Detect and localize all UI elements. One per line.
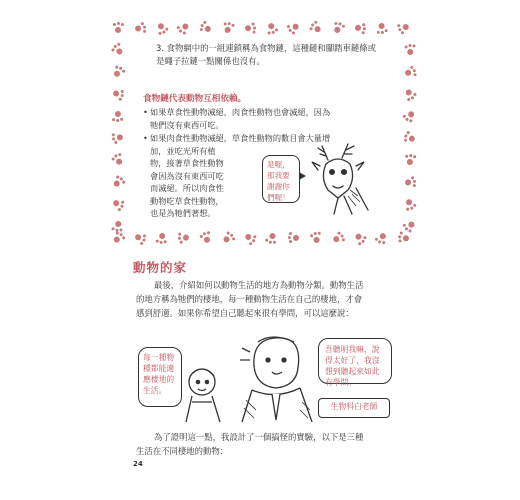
paw-print-icon bbox=[402, 130, 417, 145]
paragraph-1-line-3: 感到舒適。如果你希望自己聽起來很有學問，可以這麼說： bbox=[136, 308, 354, 318]
paw-print-icon bbox=[110, 64, 126, 80]
section-title: 動物的家 bbox=[133, 260, 188, 275]
bullet-1 bbox=[143, 106, 388, 131]
section-paragraph-1 bbox=[136, 278, 398, 320]
paragraph-2-line-1: 為了證明這一點，我設計了一個搞怪的實驗，以下是三種 bbox=[154, 432, 364, 442]
paw-print-icon bbox=[403, 175, 417, 189]
paw-print-icon bbox=[132, 230, 148, 246]
speech-bubble-left bbox=[138, 347, 182, 407]
page-number: 24 bbox=[133, 460, 143, 468]
paw-print-icon bbox=[177, 231, 191, 245]
paw-print-icon bbox=[403, 43, 416, 56]
paw-print-icon bbox=[155, 231, 168, 244]
bullet-2-line-5: 而滅絕。所以肉食性 bbox=[150, 183, 224, 193]
paw-print-icon bbox=[402, 86, 419, 103]
paw-print-icon bbox=[375, 21, 389, 35]
paw-print-icon bbox=[221, 21, 235, 35]
paw-print-icon bbox=[264, 20, 280, 36]
paw-print-icon bbox=[198, 20, 214, 36]
paw-print-icon bbox=[242, 230, 258, 246]
speech-bubble-right-text: 吾聽明我嘛，說得太好了，我沒想到聽起來如此有學問。 bbox=[325, 345, 380, 387]
paw-print-icon bbox=[176, 20, 193, 37]
bullet-2-line-7: 也是為牠們著想。 bbox=[150, 208, 216, 218]
paw-print-icon bbox=[110, 196, 126, 212]
paragraph-1-line-2: 的地方稱為牠們的棲地，每一種動物生活在自己的棲地，才會 bbox=[136, 294, 363, 304]
paw-print-icon bbox=[288, 232, 300, 244]
bullet-dot: • bbox=[143, 107, 148, 117]
paw-print-icon bbox=[110, 42, 127, 59]
paragraph-3-text: 3. 食物網中的一組連鎖稱為食物鏈，這種鏈和腳踏車鏈條或是繩子拉鏈一點關係也沒有。 bbox=[156, 43, 377, 66]
bullet-2-line-1: 如果肉食性動物滅絕，草食性動物的數目會大量增 bbox=[150, 133, 331, 143]
paw-print-icon bbox=[309, 231, 324, 246]
bullet-2-line-3: 物，接著草食性動物 bbox=[150, 158, 224, 168]
paw-print-icon bbox=[110, 174, 127, 191]
paw-print-icon bbox=[402, 64, 418, 80]
child-illustration bbox=[180, 362, 228, 424]
teacher-name-label: 生物科白老師 bbox=[318, 398, 390, 418]
bullet-2-line-2: 加，並吃光所有植 bbox=[150, 145, 216, 156]
paragraph-1-line-1: 最後，介紹如何以動物生活的地方為動物分類。動物生活 bbox=[154, 280, 364, 290]
bullet-1-line-1: 如果草食性動物滅絕，肉食性動物也會滅絕，因為 bbox=[150, 107, 331, 117]
paw-print-icon bbox=[110, 130, 125, 145]
bullet-2-line-4: 會因為沒有東西可吃 bbox=[150, 170, 224, 181]
teacher-illustration bbox=[232, 330, 318, 424]
paw-print-icon bbox=[198, 230, 214, 246]
paw-print-icon bbox=[243, 21, 256, 34]
paw-print-icon bbox=[265, 231, 280, 246]
bullet-2-line-6: 動物吃草食性動物， bbox=[150, 195, 224, 206]
speech-bubble-deer bbox=[262, 155, 300, 203]
bullet-dot: • bbox=[143, 133, 148, 143]
paw-print-icon bbox=[330, 20, 345, 35]
deer-illustration bbox=[298, 138, 378, 218]
speech-bubble-deer-text: 是喔，那我要謝謝你們喔！ bbox=[267, 160, 290, 202]
paw-print-icon bbox=[402, 108, 419, 125]
speech-bubble-right bbox=[318, 338, 392, 387]
paw-print-icon bbox=[154, 20, 171, 37]
bullet-1-line-2: 牠們沒有東西可吃。 bbox=[150, 119, 224, 130]
paw-print-icon bbox=[111, 87, 126, 102]
paw-print-icon bbox=[110, 152, 127, 169]
paragraph-2-line-2: 生活在不同棲地的動物： bbox=[136, 446, 229, 456]
paw-print-icon bbox=[374, 230, 390, 246]
paw-print-icon bbox=[112, 22, 124, 34]
box-paragraph-3 bbox=[156, 42, 384, 68]
paw-print-icon bbox=[402, 196, 418, 212]
paw-print-icon bbox=[220, 230, 237, 247]
paw-print-icon bbox=[354, 22, 367, 35]
paw-print-icon bbox=[133, 21, 148, 36]
paw-print-icon bbox=[111, 219, 125, 233]
paw-print-icon bbox=[308, 20, 325, 37]
paw-print-icon bbox=[330, 230, 347, 247]
paw-print-icon bbox=[112, 110, 124, 122]
paw-print-icon bbox=[396, 20, 412, 36]
paw-print-icon bbox=[352, 230, 369, 247]
speech-bubble-left-text: 每一種物種都能適應棲地的生活。 bbox=[143, 353, 175, 395]
box-heading: 食物鏈代表動物互相依賴。 bbox=[143, 94, 247, 104]
section-paragraph-2 bbox=[136, 430, 398, 458]
paw-print-icon bbox=[286, 20, 303, 37]
paw-print-icon bbox=[404, 154, 417, 167]
